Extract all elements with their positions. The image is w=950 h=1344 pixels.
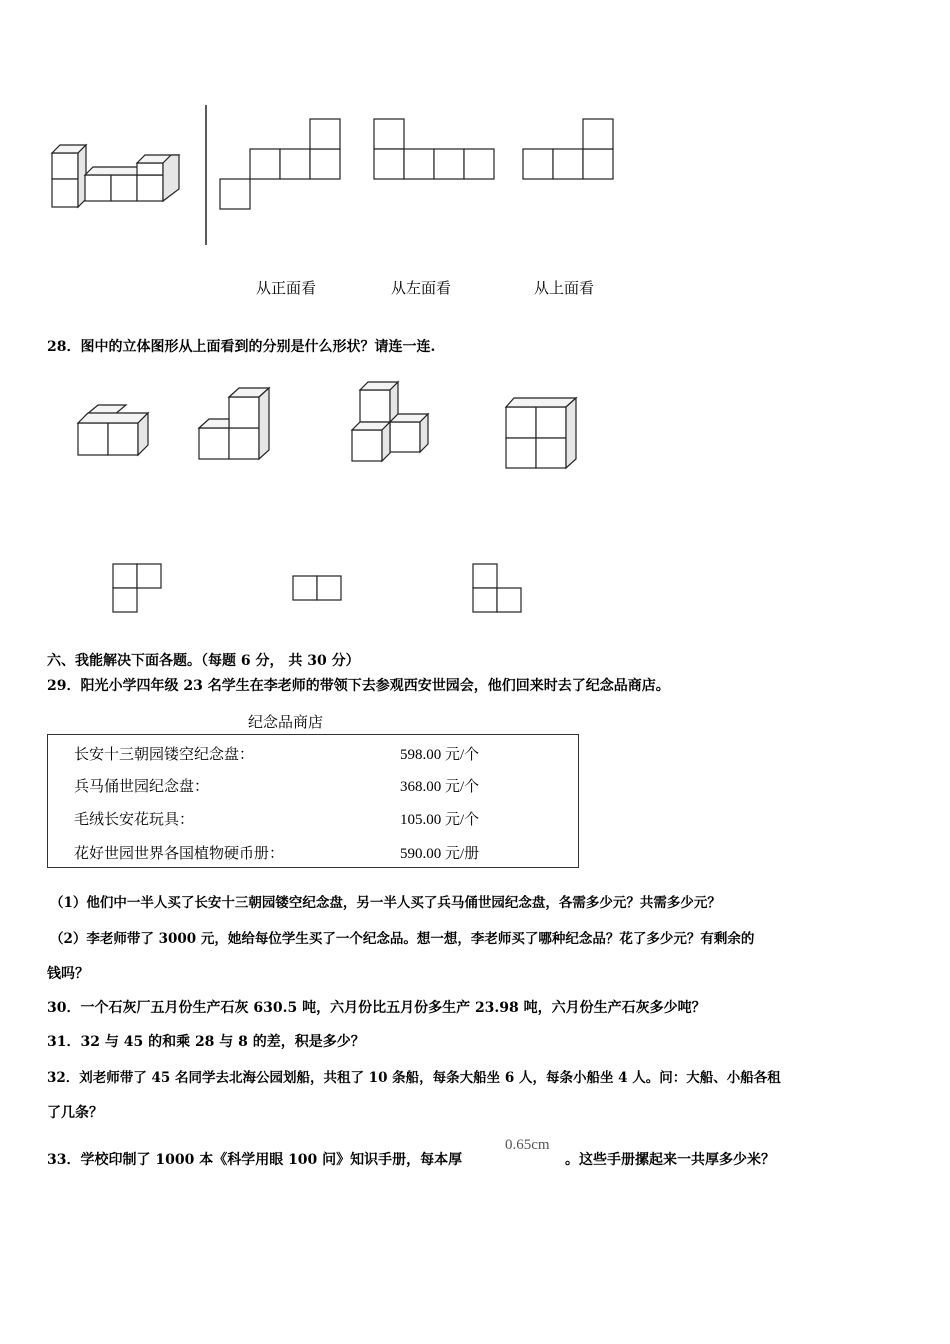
question-29-part-1: （1）他们中一半人买了长安十三朝园镂空纪念盘，另一半人买了兵马俑世园纪念盘，各需多少元？共需多少元？ [50, 895, 721, 911]
solid-b [199, 388, 269, 459]
question-29: 29．阳光小学四年级 23 名学生在李老师的带领下去参观西安世园会，他们回来时去了纪念品商店。 [47, 678, 670, 694]
view-label-front: 从正面看 [256, 279, 317, 297]
question-31: 31．32 与 45 的和乘 28 与 8 的差，积是多少？ [47, 1034, 365, 1050]
q28-solids [60, 375, 600, 475]
shape-two-squares [293, 576, 341, 600]
question-29-part-2-cont: 钱吗？ [47, 966, 89, 982]
question-33-start: 33．学校印制了 1000 本《科学用眼 100 问》知识手册，每本厚 [47, 1152, 463, 1168]
shop-item-name: 花好世园世界各国植物硬币册： [74, 844, 285, 862]
shape-l-top-right [113, 564, 161, 612]
front-view [220, 119, 340, 209]
shop-item-price: 105.00 元/个 [400, 812, 480, 828]
view-label-top: 从上面看 [534, 279, 595, 297]
solid-c [352, 382, 428, 461]
question-33-end: 。这些手册摞起来一共厚多少米？ [565, 1152, 775, 1168]
top-view [523, 119, 613, 179]
view-label-left: 从左面看 [391, 279, 452, 297]
shop-item-name: 兵马俑世园纪念盘： [74, 777, 210, 795]
left-view [374, 119, 494, 179]
question-32-cont: 了几条？ [47, 1105, 103, 1121]
q28-top-shapes [100, 555, 540, 620]
solid-d [506, 398, 576, 468]
cube-solid [52, 145, 179, 207]
question-29-part-2: （2）李老师带了 3000 元，她给每位学生买了一个纪念品。想一想，李老师买了哪种纪念品？花了多少元？有剩余的 [50, 931, 755, 947]
shop-price-table [47, 734, 579, 868]
question-28: 28．图中的立体图形从上面看到的分别是什么形状？请连一连. [47, 339, 436, 355]
shop-title: 纪念品商店 [248, 713, 324, 731]
solid-a [78, 405, 148, 455]
shop-item-price: 590.00 元/册 [400, 846, 480, 862]
section-6-heading: 六、我能解决下面各题。（每题 6 分， 共 30 分） [47, 653, 360, 669]
question-32: 32．刘老师带了 45 名同学去北海公园划船，共租了 10 条船，每条大船坐 6 人，每条小船坐 4 人。问：大船、小船各租 [47, 1070, 781, 1086]
shop-item-name: 毛绒长安花玩具： [74, 810, 195, 828]
shop-item-price: 368.00 元/个 [400, 779, 480, 795]
shop-item-name: 长安十三朝园镂空纪念盘： [74, 745, 255, 763]
thickness-value: 0.65cm [505, 1137, 550, 1153]
question-30: 30．一个石灰厂五月份生产石灰 630.5 吨，六月份比五月份多生产 23.98 吨，六月份生产石灰多少吨？ [47, 1000, 706, 1016]
solid-figure-views [40, 95, 640, 260]
shape-l-bottom-right [473, 564, 521, 612]
shop-item-price: 598.00 元/个 [400, 747, 480, 763]
